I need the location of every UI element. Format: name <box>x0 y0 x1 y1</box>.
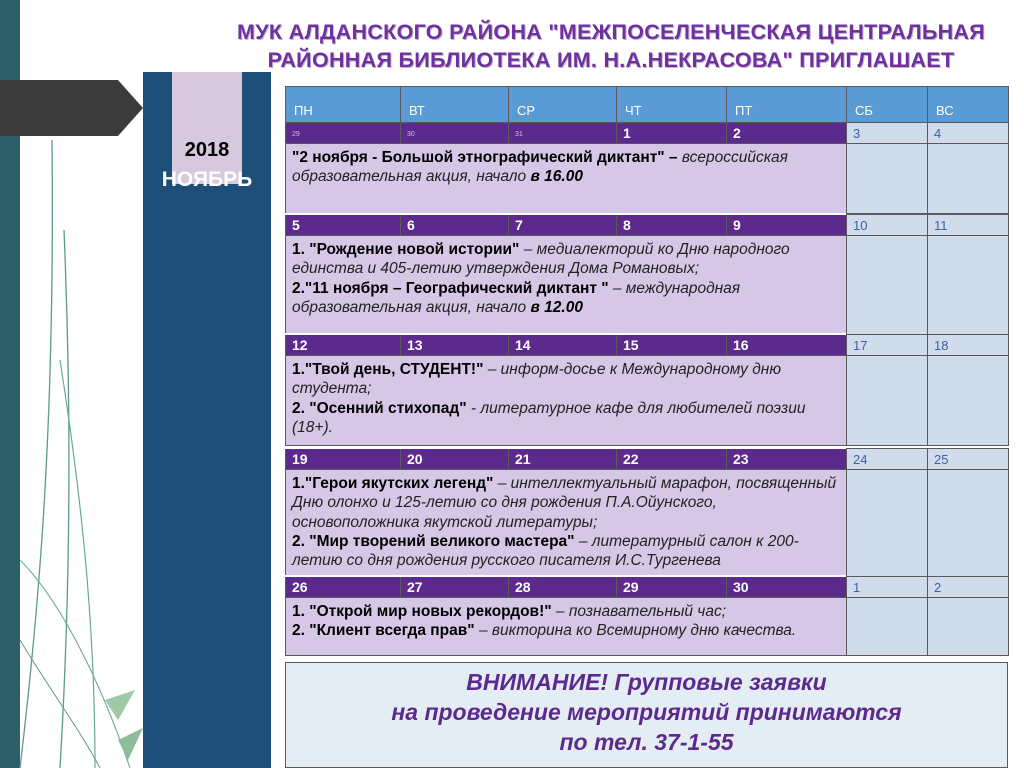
event-time: в 12.00 <box>530 298 583 316</box>
event-description: всероссийская образовательная акция, начало <box>292 149 788 186</box>
weekend-date-cell: 1 <box>846 576 928 598</box>
notice-line-2: на проведение мероприятий принимаются <box>391 699 902 725</box>
event-item <box>292 399 846 438</box>
weekend-date-cell: 25 <box>927 448 1009 470</box>
date-cell: 23 <box>726 448 847 470</box>
date-cell: 30 <box>726 576 847 598</box>
week-separator <box>285 575 846 577</box>
date-cell: 28 <box>508 576 617 598</box>
date-cell: 26 <box>285 576 401 598</box>
event-description: – викторина ко Всемирному дню качества. <box>474 622 797 640</box>
weekend-empty-cell <box>846 235 928 336</box>
event-description: – международная образовательная акция, начало <box>292 279 741 316</box>
week-separator <box>285 447 846 449</box>
date-cell: 15 <box>616 334 727 356</box>
weekend-date-cell: 24 <box>846 448 928 470</box>
weekend-date-cell: 4 <box>927 122 1009 144</box>
weekend-empty-cell <box>846 597 928 656</box>
date-cell: 27 <box>400 576 509 598</box>
day-header: ВС <box>927 86 1009 123</box>
date-cell: 1 <box>616 122 727 144</box>
date-cell: 22 <box>616 448 727 470</box>
event-description: – медиалекторий ко Дню народного единства и 405-летию утверждения Дома Романовых; <box>292 241 790 278</box>
weekend-empty-cell <box>927 143 1009 214</box>
weekend-empty-cell <box>927 469 1009 578</box>
weekend-date-cell: 10 <box>846 214 928 236</box>
weekend-empty-cell <box>846 355 928 446</box>
calendar-table <box>285 86 1008 768</box>
day-header: СР <box>508 86 617 123</box>
date-cell: 19 <box>285 448 401 470</box>
weekend-empty-cell <box>846 469 928 578</box>
weekend-date-cell: 17 <box>846 334 928 356</box>
event-item <box>292 532 846 571</box>
title-line-1: МУК АЛДАНСКОГО РАЙОНА "МЕЖПОСЕЛЕНЧЕСКАЯ ЦЕНТРАЛЬНАЯ <box>237 20 985 44</box>
week-separator <box>285 333 846 335</box>
event-item <box>292 240 846 279</box>
month-label: НОЯБРЬ <box>161 168 253 191</box>
event-time: в 16.00 <box>530 168 583 186</box>
date-cell: 9 <box>726 214 847 236</box>
weekend-empty-cell <box>927 235 1009 336</box>
notice-box <box>285 662 1008 768</box>
weekend-date-cell: 3 <box>846 122 928 144</box>
date-cell: 12 <box>285 334 401 356</box>
event-description: – познавательный час; <box>551 603 726 620</box>
events-cell <box>285 469 847 578</box>
arrow-pointer-shape <box>0 80 143 136</box>
events-cell <box>285 143 847 214</box>
date-cell: 2 <box>726 122 847 144</box>
date-cell: 16 <box>726 334 847 356</box>
year-label: 2018 <box>184 139 230 161</box>
event-title: 1."Герои якутских легенд" <box>292 475 494 492</box>
event-title: 2. "Клиент всегда прав" <box>292 622 475 640</box>
event-title: 1. "Открой мир новых рекордов!" <box>292 603 552 620</box>
date-cell: 14 <box>508 334 617 356</box>
event-title: "2 ноября - Большой этнографический диктант" – <box>292 149 678 166</box>
event-description: – интеллектуальный марафон, посвященный Дню олонхо и 125-летию со дня рождения П.А.Ойунского, основоположника якутской литературы; <box>292 475 837 531</box>
event-item <box>292 602 846 621</box>
date-cell: 20 <box>400 448 509 470</box>
weekend-empty-cell <box>927 597 1009 656</box>
date-cell: 8 <box>616 214 727 236</box>
date-cell: 31 <box>508 122 617 144</box>
day-header: СБ <box>846 86 928 123</box>
event-item <box>292 279 846 318</box>
day-header: ПН <box>285 86 401 123</box>
event-description: – литературный салон к 200-летию со дня рождения русского писателя И.С.Тургенева <box>292 532 799 570</box>
date-cell: 29 <box>285 122 401 144</box>
notice-line-3: по тел. 37-1-55 <box>559 729 734 755</box>
event-description: - литературное кафе для любителей поэзии (18+). <box>292 399 806 436</box>
weekend-date-cell: 11 <box>927 214 1009 236</box>
event-item <box>292 621 846 640</box>
event-item <box>292 360 846 399</box>
weekend-empty-cell <box>927 355 1009 446</box>
week-separator <box>285 213 846 215</box>
event-title: 2. "Осенний стихопад" <box>292 399 467 417</box>
date-cell: 7 <box>508 214 617 236</box>
weekend-empty-cell <box>846 143 928 214</box>
date-cell: 30 <box>400 122 509 144</box>
events-cell <box>285 355 847 446</box>
date-cell: 29 <box>616 576 727 598</box>
weekend-date-cell: 18 <box>927 334 1009 356</box>
event-item <box>292 148 846 187</box>
event-description: – информ-досье к Международному дню студента; <box>292 361 781 398</box>
event-item <box>292 474 846 532</box>
day-header: ПТ <box>726 86 847 123</box>
title-line-2: РАЙОННАЯ БИБЛИОТЕКА ИМ. Н.А.НЕКРАСОВА" ПРИГЛАШАЕТ <box>267 48 955 72</box>
event-title: 1."Твой день, СТУДЕНТ!" <box>292 361 484 378</box>
events-cell <box>285 235 847 336</box>
event-title: 2."11 ноября – Географический диктант " <box>292 279 609 297</box>
weekend-date-cell: 2 <box>927 576 1009 598</box>
event-title: 2. "Мир творений великого мастера" <box>292 532 575 550</box>
event-title: 1. "Рождение новой истории" <box>292 241 520 258</box>
date-cell: 21 <box>508 448 617 470</box>
notice-line-1: ВНИМАНИЕ! Групповые заявки <box>466 669 827 695</box>
date-cell: 5 <box>285 214 401 236</box>
date-cell: 6 <box>400 214 509 236</box>
day-header: ЧТ <box>616 86 727 123</box>
events-cell <box>285 597 847 656</box>
page-title <box>220 18 1002 74</box>
date-cell: 13 <box>400 334 509 356</box>
day-header: ВТ <box>400 86 509 123</box>
